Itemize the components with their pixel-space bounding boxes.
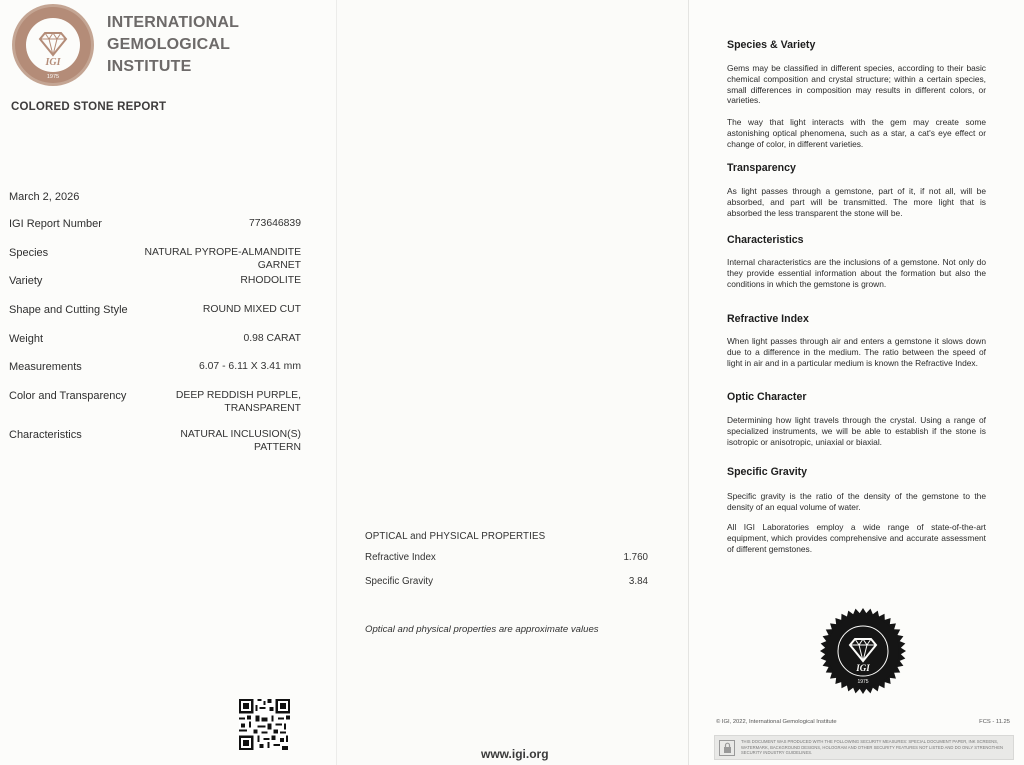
optical-row-specific-gravity [365,576,648,587]
field-value-line: RHODOLITE [240,275,301,286]
field-label: IGI Report Number [9,218,102,230]
website-link[interactable]: www.igi.org [481,747,549,761]
field-label: Species [9,247,49,259]
field-value [240,275,301,288]
svg-text:1975: 1975 [46,74,60,80]
field-value [249,218,301,231]
glossary-paragraph: Internal characteristics are the inclusions of a gemstone. Not only do they provide essential information about the formation but also the conditions in which the gemstone is grown. [727,257,986,289]
optical-row-label: Specific Gravity [365,576,434,587]
field-label: Characteristics [9,429,82,441]
optical-row-value: 3.84 [628,576,648,587]
glossary-heading: Characteristics [727,234,804,246]
glossary-paragraph: When light passes through air and enters a gemstone it slows down due to a difference in the medium. The ratio between the speed of light in air and in a particular medium is known the Refractive Index. [727,336,986,368]
qr-code-icon[interactable] [239,699,290,750]
glossary-heading: Specific Gravity [727,466,808,478]
field-value-line: GARNET [257,259,301,271]
glossary-paragraph: Gems may be classified in different species, according to their basic chemical composition and crystal structure; within a certain species, small differences in composition may results in different colors, or varieties. [727,63,986,106]
svg-text:1975: 1975 [857,679,869,685]
optical-row-value: 1.760 [623,552,648,563]
field-label: Variety [9,275,43,287]
org-name-line2: GEMOLOGICAL [107,36,231,53]
field-value [203,304,301,317]
glossary-paragraph: All IGI Laboratories employ a wide range of state-of-the-art equipment, which provides comprehensive and accurate assessment of different gemstones. [727,522,986,554]
report-front-panel [0,0,336,765]
field-label: Weight [9,333,44,345]
field-value [199,361,301,374]
field-value-line: 0.98 CARAT [243,333,301,344]
field-value [180,429,301,454]
optical-properties-title: OPTICAL and PHYSICAL PROPERTIES [365,531,546,542]
optical-row-refractive-index [365,552,648,563]
glossary-paragraph: Determining how light travels through the crystal. Using a range of specialized instruments, we will be able to establish if the stone is isotropic or anisotropic, uniaxial or biaxial. [727,415,986,447]
igi-seal-black-icon [819,607,907,695]
field-value-line: ROUND MIXED CUT [202,304,301,315]
svg-text:IGI: IGI [45,57,61,68]
security-strip [714,735,1014,760]
field-value-line: TRANSPARENT [224,402,301,414]
field-value-line: DEEP REDDISH PURPLE, [175,390,301,401]
lock-icon [719,740,735,756]
svg-text:IGI: IGI [856,663,870,673]
form-code: FCS - 11.25 [979,719,1010,725]
glossary-paragraph: Specific gravity is the ratio of the density of the gemstone to the density of an equal volume of water. [727,491,986,512]
report-type: COLORED STONE REPORT [11,101,167,113]
optical-properties-panel [336,0,688,765]
glossary-heading: Species & Variety [727,39,816,51]
org-name-line1: INTERNATIONAL [107,14,240,31]
glossary-heading: Optic Character [727,391,807,403]
igi-seal-logo-icon [11,3,95,87]
field-label: Measurements [9,361,82,373]
report-date: March 2, 2026 [9,191,80,203]
glossary-panel [688,0,1024,765]
field-value [243,333,301,346]
glossary-paragraph: As light passes through a gemstone, part of it, if not all, will be absorbed, and part will be transmitted. The more light that is absorbed the less transparent the stone will be. [727,186,986,218]
field-value [176,390,301,415]
org-name-line3: INSTITUTE [107,58,192,75]
field-value [145,247,301,272]
field-value-line: 6.07 - 6.11 X 3.41 mm [198,361,301,372]
org-name [107,12,239,78]
field-label: Color and Transparency [9,390,127,402]
glossary-heading: Transparency [727,162,796,174]
field-value-line: PATTERN [254,441,301,453]
security-text: THIS DOCUMENT WAS PRODUCED WITH THE FOLLOWING SECURITY MEASURES: SPECIAL DOCUMENT PAPER, INK SCREENS, WATERMARK, BACKGROUND DESIGNS, HOLOGRAM AND OTHER SECURITY FEATURES NOT LISTED AND DO ONLY STRENGTHEN SECURITY INDUSTRY GUIDELINES. [741,739,1004,756]
copyright-text: © IGI, 2022, International Gemological Institute [716,719,837,725]
glossary-heading: Refractive Index [727,313,809,325]
field-value-line: NATURAL PYROPE-ALMANDITE [144,247,301,258]
field-value-line: NATURAL INCLUSION(S) [180,429,301,440]
glossary-paragraph: The way that light interacts with the gem may create some astonishing optical phenomena, such as a star, a cat's eye effect or change of color, in different varieties. [727,117,986,149]
field-value-line: 773646839 [248,218,301,229]
optical-row-label: Refractive Index [365,552,436,563]
field-label: Shape and Cutting Style [9,304,128,316]
optical-note: Optical and physical properties are approximate values [365,624,599,635]
